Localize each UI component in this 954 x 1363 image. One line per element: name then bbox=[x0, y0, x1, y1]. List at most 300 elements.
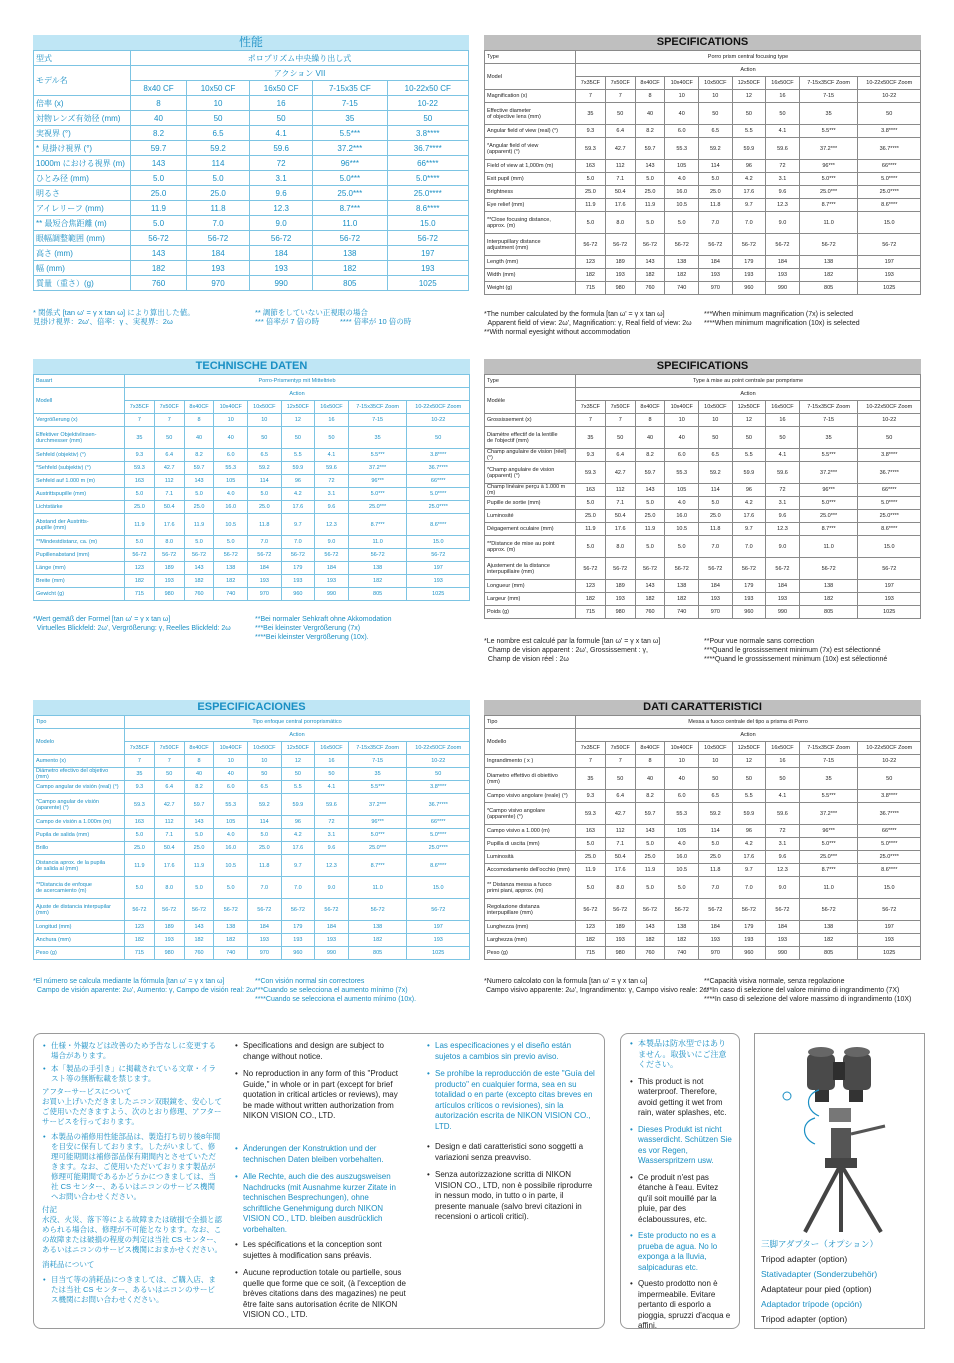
jp-spec-value: 193 bbox=[187, 261, 250, 276]
fr-spec-value: 50 bbox=[858, 427, 921, 449]
de-spec-row bbox=[34, 536, 470, 549]
it-spec-row bbox=[485, 899, 921, 921]
jp-spec-value: 6.5 bbox=[187, 126, 250, 141]
es-spec-value: 182 bbox=[125, 934, 155, 947]
de-footnote-left: *Wert gemäß der Formel [tan ω' = γ x tan ω] Virtuelles Blickfeld: 2ω', Vergrößerung: γ, Reelles Blickfeld: 2ω bbox=[33, 616, 231, 632]
en-spec-row bbox=[485, 173, 921, 186]
en-model-name: 7-15x35CF Zoom bbox=[799, 77, 858, 90]
it-spec-value: 189 bbox=[605, 921, 635, 934]
en-spec-value: 8.6**** bbox=[858, 199, 921, 212]
de-spec-value: 1025 bbox=[407, 588, 470, 601]
en-notes bbox=[234, 1041, 406, 1129]
en-spec-value: 715 bbox=[576, 282, 606, 295]
fr-model-name: 16x50CF bbox=[766, 401, 800, 414]
it-model-name: 7-15x35CF Zoom bbox=[799, 742, 858, 755]
it-type-label: Tipo bbox=[485, 716, 576, 729]
de-spec-value: 4.2 bbox=[281, 488, 315, 501]
en-spec-row bbox=[485, 256, 921, 269]
it-spec-value: 11.0 bbox=[799, 877, 858, 899]
es-spec-value: 193 bbox=[154, 934, 184, 947]
es-spec-value: 970 bbox=[248, 947, 282, 960]
fr-footnote-right: **Pour vue normale sans correction ***Quand le grossissement minimum (7x) est sélectionné ****Quand le grossissement minimum (10x) est sélectionné bbox=[704, 638, 888, 663]
jp-spec-row bbox=[34, 201, 469, 216]
de-spec-label: Länge (mm) bbox=[34, 562, 125, 575]
de-spec-value: 56-72 bbox=[315, 549, 349, 562]
en-series: Action bbox=[576, 64, 921, 77]
en-spec-value: 179 bbox=[732, 256, 766, 269]
de-spec-value: 5.0 bbox=[125, 488, 155, 501]
de-spec-label: **Mindestdistanz, ca. (m) bbox=[34, 536, 125, 549]
de-spec-row bbox=[34, 475, 470, 488]
es-spec-value: 25.0 bbox=[184, 842, 214, 855]
fr-spec-value: 8.0 bbox=[605, 536, 635, 558]
fr-spec-value: 182 bbox=[799, 593, 858, 606]
it-model-name: 10-22x50CF Zoom bbox=[858, 742, 921, 755]
waterproof-note: • 本製品は防水型ではありません。取扱いにご注意ください。 bbox=[638, 1039, 733, 1071]
it-spec-value: 3.8**** bbox=[858, 790, 921, 803]
en-spec-value: 50.4 bbox=[605, 186, 635, 199]
it-spec-value: 8 bbox=[635, 755, 665, 768]
it-spec-value: 9.7 bbox=[732, 864, 766, 877]
fr-spec-value: 4.2 bbox=[732, 497, 766, 510]
es-spec-value: 59.2 bbox=[248, 794, 282, 816]
it-spec-value: 8.0 bbox=[605, 877, 635, 899]
it-model-label: Modello bbox=[485, 729, 576, 755]
de-spec-value: 15.0 bbox=[407, 536, 470, 549]
fr-footnote-left: *Le nombre est calculé par la formule [tan ω' = γ x tan ω] Champ de vision apparent : 2ω', Grossissement : γ, Champ de vision réel : 2ω bbox=[484, 638, 661, 663]
jp-spec-value: 36.7**** bbox=[387, 141, 468, 156]
jp-spec-row bbox=[34, 216, 469, 231]
fr-spec-value: 9.6 bbox=[766, 510, 800, 523]
de-spec-value: 50 bbox=[248, 427, 282, 449]
fr-model-name: 8x40CF bbox=[635, 401, 665, 414]
it-spec-value: 182 bbox=[635, 934, 665, 947]
es-spec-value: 59.7 bbox=[184, 794, 214, 816]
es-spec-value: 805 bbox=[348, 947, 407, 960]
fr-spec-row bbox=[485, 606, 921, 619]
es-spec-value: 9.7 bbox=[281, 855, 315, 877]
es-spec-value: 960 bbox=[281, 947, 315, 960]
en-spec-label: Length (mm) bbox=[485, 256, 576, 269]
es-spec-label: Ajuste de distancia interpupilar (mm) bbox=[34, 899, 125, 921]
jp-spec-value: 96*** bbox=[313, 156, 387, 171]
jp-spec-value: 193 bbox=[250, 261, 313, 276]
fr-spec-value: 138 bbox=[799, 580, 858, 593]
de-spec-value: 8.7*** bbox=[348, 514, 407, 536]
en-spec-value: 10 bbox=[665, 90, 699, 103]
fr-spec-value: 56-72 bbox=[635, 558, 665, 580]
de-spec-value: 59.9 bbox=[281, 462, 315, 475]
es-spec-value: 16.0 bbox=[214, 842, 248, 855]
de-spec-value: 8 bbox=[184, 414, 214, 427]
fr-model-name: 7x50CF bbox=[605, 401, 635, 414]
it-note-1: • Design e dati caratteristici sono soggetti a variazioni senza preavviso. bbox=[435, 1142, 596, 1163]
jp-spec-value: 25.0 bbox=[131, 186, 187, 201]
de-spec-value: 25.0 bbox=[125, 501, 155, 514]
fr-spec-value: 72 bbox=[766, 484, 800, 497]
de-spec-value: 970 bbox=[248, 588, 282, 601]
de-spec-value: 123 bbox=[125, 562, 155, 575]
es-model-label: Modelo bbox=[34, 729, 125, 755]
jp-note: • 目当て等の消耗品につきましては、ご購入店、または当社 CS センター、あるいはニコンのサービス機関にお問い合わせください。 bbox=[51, 1275, 222, 1305]
de-spec-value: 740 bbox=[214, 588, 248, 601]
en-spec-value: 50 bbox=[605, 103, 635, 125]
es-spec-value: 36.7**** bbox=[407, 794, 470, 816]
de-spec-value: 11.8 bbox=[248, 514, 282, 536]
jp-spec-value: 970 bbox=[187, 276, 250, 291]
it-spec-value: 123 bbox=[576, 921, 606, 934]
es-spec-value: 56-72 bbox=[214, 899, 248, 921]
en-spec-value: 193 bbox=[858, 269, 921, 282]
en-spec-value: 59.6 bbox=[766, 138, 800, 160]
de-note-1: • Änderungen der Konstruktion und der technischen Daten bleiben vorbehalten. bbox=[243, 1144, 406, 1165]
en-spec-value: 35 bbox=[576, 103, 606, 125]
es-spec-label: Brillo bbox=[34, 842, 125, 855]
es-model-name: 16x50CF bbox=[315, 742, 349, 755]
de-spec-value: 105 bbox=[214, 475, 248, 488]
de-spec-value: 17.6 bbox=[281, 501, 315, 514]
es-spec-value: 3.1 bbox=[315, 829, 349, 842]
fr-spec-value: 35 bbox=[576, 427, 606, 449]
it-spec-value: 59.7 bbox=[635, 803, 665, 825]
fr-spec-value: 193 bbox=[699, 593, 733, 606]
jp-notes bbox=[42, 1041, 222, 1308]
it-spec-value: 179 bbox=[732, 921, 766, 934]
es-spec-row bbox=[34, 947, 470, 960]
en-spec-value: 50 bbox=[766, 103, 800, 125]
es-spec-value: 7-15 bbox=[348, 755, 407, 768]
it-spec-value: 184 bbox=[766, 921, 800, 934]
it-spec-value: 56-72 bbox=[732, 899, 766, 921]
en-spec-value: 6.5 bbox=[699, 125, 733, 138]
en-spec-value: 8.0 bbox=[605, 212, 635, 234]
de-spec-value: 56-72 bbox=[154, 549, 184, 562]
it-spec-value: 56-72 bbox=[635, 899, 665, 921]
en-spec-value: 184 bbox=[699, 256, 733, 269]
en-spec-block bbox=[484, 35, 921, 336]
fr-spec-value: 59.3 bbox=[576, 462, 606, 484]
it-spec-value: 7.0 bbox=[732, 877, 766, 899]
de-spec-value: 66**** bbox=[407, 475, 470, 488]
tripod-adapter-label: Adaptateur pour pied (option) bbox=[761, 1284, 872, 1294]
en-spec-value: 8.7*** bbox=[799, 199, 858, 212]
de-spec-value: 3.8**** bbox=[407, 449, 470, 462]
en-spec-value: 50 bbox=[858, 103, 921, 125]
es-spec-label: Distancia aprox. de la pupila de salida al (mm) bbox=[34, 855, 125, 877]
tripod-adapter-label: 三脚アダプター（オプション） bbox=[761, 1239, 879, 1249]
fr-spec-value: 50 bbox=[699, 427, 733, 449]
jp-spec-value: 25.0 bbox=[187, 186, 250, 201]
en-spec-value: 11.0 bbox=[799, 212, 858, 234]
es-spec-value: 10 bbox=[248, 755, 282, 768]
it-spec-value: 805 bbox=[799, 947, 858, 960]
en-spec-value: 11.9 bbox=[576, 199, 606, 212]
en-spec-value: 56-72 bbox=[858, 234, 921, 256]
fr-spec-row bbox=[485, 497, 921, 510]
jp-spec-row bbox=[34, 186, 469, 201]
en-spec-value: 15.0 bbox=[858, 212, 921, 234]
it-spec-value: 5.5*** bbox=[799, 790, 858, 803]
it-spec-value: 3.1 bbox=[766, 838, 800, 851]
fr-spec-value: 11.8 bbox=[699, 523, 733, 536]
jp-spec-value: 66**** bbox=[387, 156, 468, 171]
it-spec-value: 59.2 bbox=[699, 803, 733, 825]
de-spec-label: Sehfeld auf 1.000 m (m) bbox=[34, 475, 125, 488]
it-spec-value: 5.0 bbox=[635, 877, 665, 899]
jp-spec-label: 眼幅調整範囲 (mm) bbox=[34, 231, 131, 246]
de-spec-value: 25.0*** bbox=[348, 501, 407, 514]
es-spec-value: 7.1 bbox=[154, 829, 184, 842]
it-spec-value: 15.0 bbox=[858, 877, 921, 899]
fr-spec-value: 6.0 bbox=[665, 449, 699, 462]
it-spec-value: 56-72 bbox=[699, 899, 733, 921]
it-spec-label: Ingrandimento ( x ) bbox=[485, 755, 576, 768]
fr-spec-value: 182 bbox=[576, 593, 606, 606]
jp-model-name: 16x50 CF bbox=[250, 81, 313, 96]
es-spec-value: 197 bbox=[407, 921, 470, 934]
jp-spec-value: 9.6 bbox=[250, 186, 313, 201]
jp-note: • 本製品の補修用性能部品は、製造打ち切り後8年間を目安に保有しております。したがいまして、修理可能期間は補修部品保有期間内とさせていただきます。なお、ご使用いただいております製品が修理可能期間であるかどうかにつきましては、当社 CS センター、あるいはニコンのサービス機関へお問い合わせください。 bbox=[51, 1132, 222, 1202]
de-spec-value: 182 bbox=[348, 575, 407, 588]
jp-spec-label: 倍率 (x) bbox=[34, 96, 131, 111]
jp-spec-row bbox=[34, 141, 469, 156]
fr-spec-value: 50 bbox=[766, 427, 800, 449]
it-spec-value: 7.0 bbox=[699, 877, 733, 899]
es-spec-value: 990 bbox=[315, 947, 349, 960]
it-type-value: Messa a fuoco centrale del tipo a prisma di Porro bbox=[576, 716, 921, 729]
en-spec-value: 96*** bbox=[799, 160, 858, 173]
fr-spec-value: 25.0**** bbox=[858, 510, 921, 523]
fr-spec-value: 5.0 bbox=[699, 497, 733, 510]
de-spec-label: Effektiver Objektivlinsen- durchmesser (mm) bbox=[34, 427, 125, 449]
it-spec-value: 193 bbox=[732, 934, 766, 947]
en-spec-value: 163 bbox=[576, 160, 606, 173]
fr-spec-label: Champ angulaire de vision (réel) (°) bbox=[485, 449, 576, 462]
fr-spec-value: 56-72 bbox=[799, 558, 858, 580]
de-spec-value: 59.6 bbox=[315, 462, 349, 475]
jp-spec-value: 10-22 bbox=[387, 96, 468, 111]
fr-spec-value: 7.0 bbox=[699, 536, 733, 558]
de-row-model bbox=[34, 388, 470, 401]
de-spec-label: Breite (mm) bbox=[34, 575, 125, 588]
en-spec-value: 5.0 bbox=[576, 212, 606, 234]
de-spec-row bbox=[34, 427, 470, 449]
es-spec-value: 9.3 bbox=[125, 781, 155, 794]
fr-spec-row bbox=[485, 427, 921, 449]
jp-spec-row bbox=[34, 111, 469, 126]
fr-model-name: 7x35CF bbox=[576, 401, 606, 414]
jp-spec-label: 実視界 (°) bbox=[34, 126, 131, 141]
es-spec-value: 980 bbox=[154, 947, 184, 960]
de-spec-row bbox=[34, 462, 470, 475]
it-note-2: • Senza autorizzazione scritta di NIKON VISION CO., LTD, non è possibile riprodurre in nessun modo, in tutto o in parte, il presente manuale (salvo brevi citazioni in recensioni o articoli critici). bbox=[435, 1170, 596, 1223]
jp-spec-value: 5.5*** bbox=[313, 126, 387, 141]
de-spec-row bbox=[34, 549, 470, 562]
it-spec-value: 10-22 bbox=[858, 755, 921, 768]
es-spec-value: 50 bbox=[281, 768, 315, 781]
es-notes bbox=[426, 1041, 596, 1139]
fr-spec-value: 56-72 bbox=[858, 558, 921, 580]
de-spec-value: 760 bbox=[184, 588, 214, 601]
fr-spec-value: 8.2 bbox=[635, 449, 665, 462]
es-spec-value: 112 bbox=[154, 816, 184, 829]
de-spec-value: 56-72 bbox=[214, 549, 248, 562]
fr-spec-value: 105 bbox=[665, 484, 699, 497]
jp-spec-value: 37.2*** bbox=[313, 141, 387, 156]
de-spec-value: 11.9 bbox=[125, 514, 155, 536]
es-spec-value: 114 bbox=[248, 816, 282, 829]
jp-spec-value: 11.8 bbox=[187, 201, 250, 216]
de-note-2: • Alle Rechte, auch die des auszugsweisen Nachdrucks (mit Ausnahme kurzer Zitate in technischen Besprechungen), ohne schriftliche Genehmigung durch NIKON VISION CO., LTD. bleiben ausdrücklich vorbehalten. bbox=[243, 1172, 406, 1235]
it-spec-value: 193 bbox=[858, 934, 921, 947]
en-spec-value: 10.5 bbox=[665, 199, 699, 212]
es-spec-value: 7.0 bbox=[281, 877, 315, 899]
it-spec-value: 760 bbox=[635, 947, 665, 960]
jp-row-type bbox=[34, 51, 469, 66]
fr-spec-value: 10 bbox=[699, 414, 733, 427]
fr-spec-value: 1025 bbox=[858, 606, 921, 619]
fr-spec-value: 56-72 bbox=[576, 558, 606, 580]
en-spec-row bbox=[485, 138, 921, 160]
fr-spec-value: 123 bbox=[576, 580, 606, 593]
fr-spec-value: 143 bbox=[635, 484, 665, 497]
jp-footnote-right: ** 調節をしていない正視眼の場合 *** 倍率が 7 倍の時 **** 倍率が 10 倍の時 bbox=[255, 308, 412, 326]
es-spec-value: 5.0 bbox=[125, 829, 155, 842]
fr-spec-value: 980 bbox=[605, 606, 635, 619]
fr-spec-value: 17.6 bbox=[732, 510, 766, 523]
en-spec-value: 189 bbox=[605, 256, 635, 269]
es-spec-value: 7 bbox=[125, 755, 155, 768]
en-spec-value: 96 bbox=[732, 160, 766, 173]
it-model-name: 7x35CF bbox=[576, 742, 606, 755]
es-type-label: Tipo bbox=[34, 716, 125, 729]
it-row-type bbox=[485, 716, 921, 729]
jp-spec-value: 8 bbox=[131, 96, 187, 111]
it-spec-value: 56-72 bbox=[858, 899, 921, 921]
de-spec-value: 59.7 bbox=[184, 462, 214, 475]
de-footnote-right: **Bei normaler Sehkraft ohne Akkomodation ***Bei kleinster Vergrößerung (7x) ****Bei kleinster Vergrößerung (10x). bbox=[255, 616, 392, 641]
jp-spec-value: 5.0 bbox=[131, 216, 187, 231]
de-spec-value: 5.0 bbox=[184, 536, 214, 549]
es-spec-value: 5.0 bbox=[248, 829, 282, 842]
es-spec-block bbox=[33, 700, 470, 1003]
es-spec-value: 5.0 bbox=[125, 877, 155, 899]
de-row-type bbox=[34, 375, 470, 388]
jp-spec-value: 11.9 bbox=[131, 201, 187, 216]
de-spec-value: 193 bbox=[154, 575, 184, 588]
es-spec-value: 50 bbox=[248, 768, 282, 781]
fr-spec-value: 12.3 bbox=[766, 523, 800, 536]
jp-spec-value: 25.0*** bbox=[313, 186, 387, 201]
en-spec-value: 56-72 bbox=[665, 234, 699, 256]
fr-spec-value: 42.7 bbox=[605, 462, 635, 484]
de-spec-value: 50 bbox=[315, 427, 349, 449]
jp-spec-title: 性能 bbox=[33, 35, 469, 50]
en-spec-value: 11.9 bbox=[635, 199, 665, 212]
en-spec-value: 25.0*** bbox=[799, 186, 858, 199]
es-spec-value: 11.9 bbox=[125, 855, 155, 877]
fr-type-value: Type à mise au point centrale par pomprisme bbox=[576, 375, 921, 388]
de-spec-value: 56-72 bbox=[184, 549, 214, 562]
es-model-name: 10-22x50CF Zoom bbox=[407, 742, 470, 755]
de-spec-value: 59.3 bbox=[125, 462, 155, 475]
jp-spec-value: 15.0 bbox=[387, 216, 468, 231]
es-spec-value: 56-72 bbox=[348, 899, 407, 921]
jp-spec-value: 56-72 bbox=[187, 231, 250, 246]
it-spec-label: Lunghezza (mm) bbox=[485, 921, 576, 934]
es-spec-row bbox=[34, 794, 470, 816]
es-spec-label: Anchura (mm) bbox=[34, 934, 125, 947]
fr-spec-value: 16.0 bbox=[665, 510, 699, 523]
de-spec-table bbox=[33, 374, 470, 601]
jp-spec-value: 4.1 bbox=[250, 126, 313, 141]
es-spec-value: 4.0 bbox=[214, 829, 248, 842]
it-spec-value: 16.0 bbox=[665, 851, 699, 864]
jp-spec-value: 59.6 bbox=[250, 141, 313, 156]
jp-spec-value: 10 bbox=[187, 96, 250, 111]
en-spec-label: *Angular field of view (apparent) (°) bbox=[485, 138, 576, 160]
de-spec-value: 25.0**** bbox=[407, 501, 470, 514]
en-spec-value: 143 bbox=[635, 256, 665, 269]
it-spec-value: 138 bbox=[799, 921, 858, 934]
it-spec-value: 740 bbox=[665, 947, 699, 960]
en-footnote-right: ***When minimum magnification (7x) is selected ****When minimum magnification (10x) is selected bbox=[704, 311, 860, 327]
en-spec-value: 184 bbox=[766, 256, 800, 269]
de-spec-label: Abstand der Austritts- pupille (mm) bbox=[34, 514, 125, 536]
fr-spec-value: 179 bbox=[732, 580, 766, 593]
de-spec-value: 5.0 bbox=[214, 536, 248, 549]
es-spec-title: ESPECIFICACIONES bbox=[33, 700, 470, 715]
en-spec-label: **Close focusing distance, approx. (m) bbox=[485, 212, 576, 234]
es-spec-value: 1025 bbox=[407, 947, 470, 960]
fr-spec-label: Champ linéaire perçu à 1.000 m (m) bbox=[485, 484, 576, 497]
jp-spec-label: 高さ (mm) bbox=[34, 246, 131, 261]
es-spec-value: 4.2 bbox=[281, 829, 315, 842]
it-spec-value: 7-15 bbox=[799, 755, 858, 768]
es-spec-value: 56-72 bbox=[125, 899, 155, 921]
en-spec-value: 25.0 bbox=[576, 186, 606, 199]
es-spec-value: 760 bbox=[184, 947, 214, 960]
it-spec-row bbox=[485, 921, 921, 934]
es-spec-value: 56-72 bbox=[248, 899, 282, 921]
fr-spec-value: 96*** bbox=[799, 484, 858, 497]
en-spec-value: 7-15 bbox=[799, 90, 858, 103]
jp-spec-value: 56-72 bbox=[387, 231, 468, 246]
it-spec-value: 8.2 bbox=[635, 790, 665, 803]
fr-model-name: 10x40CF bbox=[665, 401, 699, 414]
en-model-name: 7x35CF bbox=[576, 77, 606, 90]
fr-spec-label: **Distance de mise au point approx. (m) bbox=[485, 536, 576, 558]
es-spec-value: 42.7 bbox=[154, 794, 184, 816]
fr-spec-value: 114 bbox=[699, 484, 733, 497]
de-spec-value: 36.7**** bbox=[407, 462, 470, 475]
it-spec-row bbox=[485, 947, 921, 960]
jp-type-value: ポロプリズム中央繰り出し式 bbox=[131, 51, 469, 66]
it-spec-value: 25.0**** bbox=[858, 851, 921, 864]
jp-model-name: 7-15x35 CF bbox=[313, 81, 387, 96]
es-spec-value: 8 bbox=[184, 755, 214, 768]
de-spec-value: 182 bbox=[125, 575, 155, 588]
it-spec-value: 4.1 bbox=[766, 790, 800, 803]
es-spec-value: 143 bbox=[184, 921, 214, 934]
waterproof-notes bbox=[629, 1039, 733, 1338]
en-spec-label: Magnification (x) bbox=[485, 90, 576, 103]
en-spec-value: 182 bbox=[665, 269, 699, 282]
de-spec-value: 8.2 bbox=[184, 449, 214, 462]
it-spec-value: 114 bbox=[699, 825, 733, 838]
es-spec-value: 5.0 bbox=[184, 877, 214, 899]
fr-spec-value: 56-72 bbox=[605, 558, 635, 580]
